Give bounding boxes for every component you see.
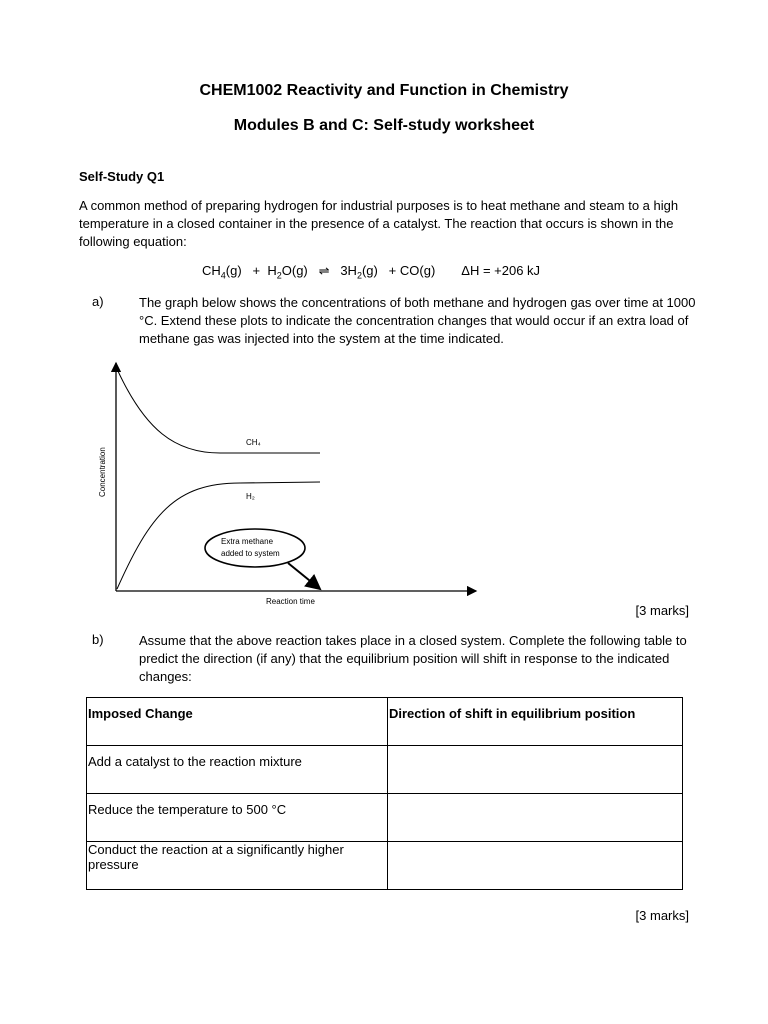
header-imposed-change: Imposed Change [87,698,388,746]
h2-label: H₂ [246,492,255,501]
callout-line1: Extra methane [221,537,274,546]
question-heading: Self-Study Q1 [79,169,165,184]
table-row [87,746,683,794]
page-title: CHEM1002 Reactivity and Function in Chemistry [199,82,569,99]
row-direction-cell[interactable] [388,842,683,890]
part-a-label: a) [92,294,104,309]
part-a-text: The graph below shows the concentrations of both methane and hydrogen gas over time at 1000 °C. Extend these plots to indicate the concentration changes that would occur if an extra load of methane gas was injected into the system at the time indicated. [139,295,696,346]
callout-line2: added to system [221,549,280,558]
reaction-equation [202,263,540,281]
eq-h2o: (g) + H [225,263,277,278]
equilibrium-table [86,697,683,890]
concentration-graph [90,355,490,610]
row-direction-cell[interactable] [388,794,683,842]
eq-h2o-sub: 2 [276,270,282,281]
row-direction-cell[interactable] [388,746,683,794]
header-direction: Direction of shift in equilibrium position [388,698,683,746]
question-intro: A common method of preparing hydrogen for industrial purposes is to heat methane and steam to a high temperature in a closed container in the presence of a catalyst. The reaction that occurs is shown in the following equation: [79,198,679,249]
page-subtitle: Modules B and C: Self-study worksheet [233,117,535,134]
part-a-marks: [3 marks] [635,603,689,618]
eq-delta-h: ΔH = +206 kJ [461,263,541,278]
callout-arrow [288,563,320,589]
y-axis-label: Concentration [98,447,107,497]
table-header-row [87,698,683,746]
callout-ellipse [205,529,305,567]
eq-ch4: CH [202,263,221,278]
part-b-text: Assume that the above reaction takes place in a closed system. Complete the following table to predict the direction (if any) that the equilibrium position will shift in response to the indicated changes: [139,633,687,684]
row-change-cell: Add a catalyst to the reaction mixture [87,746,388,794]
eq-h2: O(g) ⇌ 3H [281,263,357,278]
part-b-label: b) [92,632,104,647]
row-change-cell: Reduce the temperature to 500 °C [87,794,388,842]
x-axis-label: Reaction time [266,597,315,606]
eq-h2-sub: 2 [356,270,362,281]
table-row [87,794,683,842]
row-change-cell: Conduct the reaction at a significantly higher pressure [87,842,388,890]
table-row [87,842,683,890]
eq-co: (g) + CO(g) [361,263,436,278]
ch4-label: CH₄ [246,438,261,447]
part-b-marks: [3 marks] [635,908,689,923]
ch4-curve [117,369,320,453]
eq-ch4-sub: 4 [220,270,226,281]
